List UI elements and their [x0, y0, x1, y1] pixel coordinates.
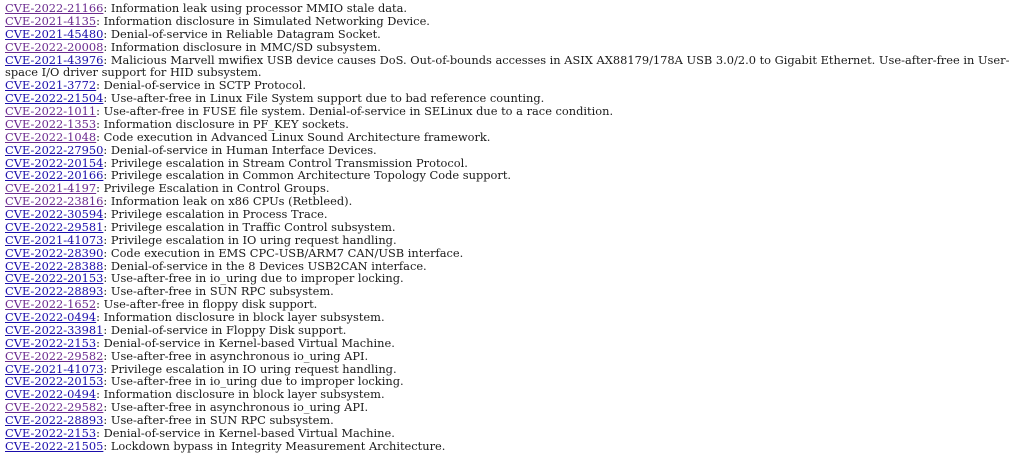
cve-description: Privilege escalation in Common Architecture Topology Code support.: [110, 168, 512, 183]
separator: :: [103, 232, 111, 247]
cve-description: Denial-of-service in Kernel-based Virtual Machine.: [103, 335, 395, 350]
list-item: [5, 440, 1017, 453]
separator: :: [103, 413, 111, 427]
separator: :: [103, 348, 111, 363]
cve-description: Information leak using processor MMIO stale data.: [110, 1, 408, 15]
cve-description: Code execution in EMS CPC-USB/ARM7 CAN/USB interface.: [110, 245, 464, 260]
cve-description: Use-after-free in asynchronous io_uring API.: [110, 400, 369, 415]
cve-link[interactable]: CVE-2022-27950: [5, 142, 104, 157]
cve-link[interactable]: CVE-2021-4135: [5, 13, 97, 28]
separator: :: [96, 297, 104, 312]
separator: :: [96, 181, 104, 196]
cve-description: Privilege escalation in Traffic Control subsystem.: [110, 219, 396, 234]
separator: :: [96, 425, 104, 440]
cve-link[interactable]: CVE-2022-28893: [5, 284, 104, 299]
cve-description: Use-after-free in io_uring due to improper locking.: [110, 374, 404, 389]
cve-description: Malicious Marvell mwifiex USB device causes DoS. Out-of-bounds accesses in ASIX AX88179/178A USB 3.0/2.0 to Gigabit Ethernet. Use-after-free in User-space I/O driver support for HID subsystem.: [5, 52, 1010, 80]
separator: :: [103, 374, 111, 389]
cve-description: Information disclosure in block layer subsystem.: [103, 310, 385, 324]
cve-list: [5, 2, 1017, 453]
cve-description: Information disclosure in MMC/SD subsystem.: [110, 39, 381, 54]
cve-description: Denial-of-service in Floppy Disk support.: [110, 322, 347, 337]
cve-description: Information disclosure in PF_KEY sockets.: [103, 116, 349, 131]
cve-link[interactable]: CVE-2022-20153: [5, 374, 104, 389]
separator: :: [103, 52, 111, 67]
cve-link[interactable]: CVE-2022-0494: [5, 310, 97, 324]
separator: :: [96, 104, 104, 118]
cve-link[interactable]: CVE-2022-21504: [5, 91, 104, 106]
separator: :: [96, 387, 104, 402]
cve-link[interactable]: CVE-2022-33981: [5, 322, 104, 337]
separator: :: [103, 39, 111, 54]
cve-link[interactable]: CVE-2022-28390: [5, 245, 104, 260]
cve-description: Privilege Escalation in Control Groups.: [103, 181, 330, 196]
separator: :: [96, 13, 104, 28]
separator: :: [103, 271, 111, 286]
separator: :: [103, 361, 111, 376]
cve-link[interactable]: CVE-2022-1011: [5, 104, 97, 118]
separator: :: [103, 142, 111, 157]
cve-link[interactable]: CVE-2021-4197: [5, 181, 97, 196]
cve-description: Use-after-free in io_uring due to improper locking.: [110, 271, 404, 286]
separator: :: [103, 322, 111, 337]
separator: :: [103, 1, 111, 15]
cve-link[interactable]: CVE-2021-45480: [5, 26, 104, 41]
cve-description: Information leak on x86 CPUs (Retbleed).: [110, 194, 353, 209]
cve-description: Use-after-free in SUN RPC subsystem.: [110, 413, 334, 427]
separator: :: [96, 310, 104, 324]
cve-link[interactable]: CVE-2022-28388: [5, 258, 104, 273]
separator: :: [103, 194, 111, 209]
separator: :: [96, 78, 104, 93]
cve-link[interactable]: CVE-2021-3772: [5, 78, 97, 93]
cve-description: Privilege escalation in IO uring request handling.: [110, 232, 397, 247]
cve-link[interactable]: CVE-2022-1652: [5, 297, 97, 312]
cve-link[interactable]: CVE-2022-29581: [5, 219, 104, 234]
separator: :: [96, 129, 104, 144]
cve-link[interactable]: CVE-2022-1353: [5, 116, 97, 131]
cve-link[interactable]: CVE-2022-28893: [5, 413, 104, 427]
cve-description: Denial-of-service in Human Interface Devices.: [110, 142, 377, 157]
separator: :: [103, 207, 111, 221]
separator: :: [103, 258, 111, 273]
cve-link[interactable]: CVE-2022-2153: [5, 335, 97, 350]
separator: :: [103, 91, 111, 106]
separator: :: [103, 400, 111, 415]
cve-link[interactable]: CVE-2022-20153: [5, 271, 104, 286]
cve-description: Information disclosure in Simulated Networking Device.: [103, 13, 430, 28]
cve-description: Use-after-free in FUSE file system. Denial-of-service in SELinux due to a race condition.: [103, 104, 614, 118]
cve-link[interactable]: CVE-2022-2153: [5, 425, 97, 440]
cve-description: Use-after-free in Linux File System support due to bad reference counting.: [110, 91, 545, 106]
cve-link[interactable]: CVE-2022-30594: [5, 207, 104, 221]
separator: :: [96, 335, 104, 350]
cve-link[interactable]: CVE-2022-0494: [5, 387, 97, 402]
cve-description: Lockdown bypass in Integrity Measurement Architecture.: [110, 438, 446, 453]
separator: :: [103, 168, 111, 183]
cve-description: Information disclosure in block layer subsystem.: [103, 387, 385, 402]
cve-description: Use-after-free in asynchronous io_uring API.: [110, 348, 369, 363]
cve-link[interactable]: CVE-2022-29582: [5, 348, 104, 363]
separator: :: [103, 245, 111, 260]
cve-description: Privilege escalation in IO uring request handling.: [110, 361, 397, 376]
cve-link[interactable]: CVE-2021-41073: [5, 232, 104, 247]
cve-link[interactable]: CVE-2022-20154: [5, 155, 104, 170]
cve-link[interactable]: CVE-2022-21166: [5, 1, 104, 15]
cve-description: Privilege escalation in Stream Control Transmission Protocol.: [110, 155, 468, 170]
list-item: [5, 54, 1017, 80]
separator: :: [103, 155, 111, 170]
cve-link[interactable]: CVE-2021-43976: [5, 52, 104, 67]
cve-description: Use-after-free in floppy disk support.: [103, 297, 318, 312]
cve-link[interactable]: CVE-2022-20008: [5, 39, 104, 54]
cve-link[interactable]: CVE-2022-29582: [5, 400, 104, 415]
cve-description: Denial-of-service in SCTP Protocol.: [103, 78, 307, 93]
cve-link[interactable]: CVE-2021-41073: [5, 361, 104, 376]
cve-description: Code execution in Advanced Linux Sound Architecture framework.: [103, 129, 491, 144]
cve-link[interactable]: CVE-2022-20166: [5, 168, 104, 183]
cve-description: Denial-of-service in Kernel-based Virtual Machine.: [103, 425, 395, 440]
cve-description: Privilege escalation in Process Trace.: [110, 207, 328, 221]
cve-link[interactable]: CVE-2022-1048: [5, 129, 97, 144]
cve-description: Use-after-free in SUN RPC subsystem.: [110, 284, 334, 299]
cve-link[interactable]: CVE-2022-23816: [5, 194, 104, 209]
cve-description: Denial-of-service in the 8 Devices USB2CAN interface.: [110, 258, 427, 273]
cve-link[interactable]: CVE-2022-21505: [5, 438, 104, 453]
separator: :: [103, 284, 111, 299]
separator: :: [103, 219, 111, 234]
separator: :: [103, 26, 111, 41]
separator: :: [96, 116, 104, 131]
separator: :: [103, 438, 111, 453]
cve-description: Denial-of-service in Reliable Datagram Socket.: [110, 26, 381, 41]
